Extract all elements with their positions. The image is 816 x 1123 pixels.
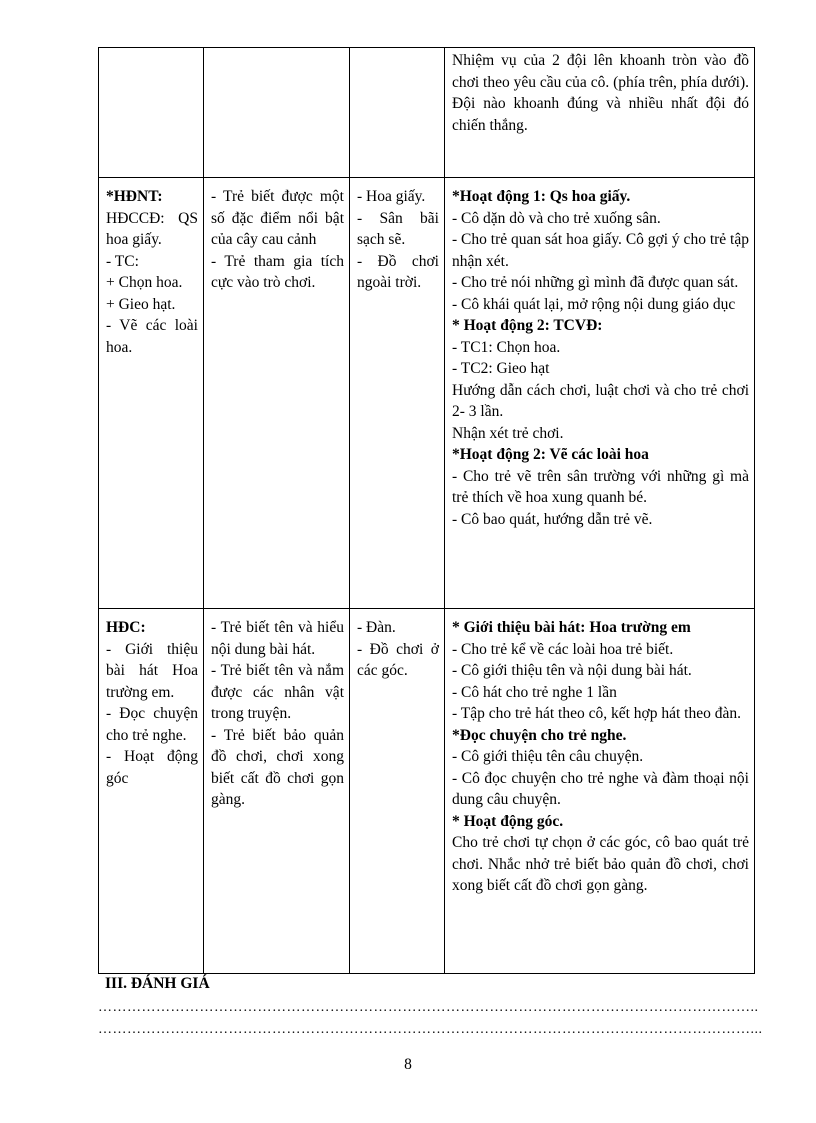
evaluation-dotted-line-2: ………………………………………………………………………………………………………………………... [98, 1022, 763, 1037]
hdc-goal-3: - Trẻ biết bảo quản đồ chơi, chơi xong biết cất đồ chơi gọn gàng. [211, 726, 344, 808]
hdnt-step-4: - Cho trẻ nói những gì mình đã được quan sát. [452, 274, 739, 291]
hdnt-step-13: - Cô bao quát, hướng dẫn trẻ vẽ. [452, 510, 653, 528]
hdc-step-2: - Cho trẻ kể về các loài hoa trẻ biết. [452, 640, 674, 658]
hdc-row [99, 609, 755, 974]
hdc-goal-1: - Trẻ biết tên và hiểu nội dung bài hát. [211, 619, 344, 658]
hdc-title: HĐC: [106, 619, 146, 636]
intro-row-text: Nhiệm vụ của 2 đội lên khoanh tròn vào đồ chơi theo yêu cầu của cô. (phía trên, phía dưới). Đội nào khoanh đúng và nhiều nhất đội đó chiến thắng. [452, 52, 749, 134]
hdnt-row [99, 178, 755, 609]
hdnt-step-9: Hướng dẫn cách chơi, luật chơi và cho trẻ chơi 2- 3 lần. [452, 381, 749, 420]
evaluation-dotted-line-1: ……………………………………………………………………………………………………………………….. [98, 1000, 759, 1015]
hdc-row-col3 [350, 609, 445, 974]
intro-row-col2 [204, 48, 350, 178]
hdc-prep-2: - Đồ chơi ở các góc. [357, 640, 439, 679]
hdnt-goal-1: - Trẻ biết được một số đặc điểm nổi bật của cây cau cảnh [211, 188, 344, 248]
intro-row-col4 [445, 48, 755, 178]
page-number: 8 [404, 1056, 412, 1073]
hdc-row-col2 [204, 609, 350, 974]
hdnt-step-1: *Hoạt động 1: Qs hoa giấy. [452, 188, 631, 205]
hdnt-prep-2: - Sân bãi sạch sẽ. [357, 209, 439, 248]
hdnt-prep-1: - Hoa giấy. [357, 188, 426, 205]
hdc-step-3: - Cô giới thiệu tên và nội dung bài hát. [452, 662, 692, 679]
hdc-item-2: - Đọc chuyện cho trẻ nghe. [106, 705, 198, 744]
hdnt-draw: - Vẽ các loài hoa. [106, 317, 198, 356]
hdc-step-1: * Giới thiệu bài hát: Hoa trường em [452, 619, 691, 636]
hdnt-step-10: Nhận xét trẻ chơi. [452, 424, 564, 442]
hdc-prep-1: - Đàn. [357, 619, 396, 636]
hdnt-prep-3: - Đồ chơi ngoài trời. [357, 252, 439, 291]
lesson-plan-table [98, 47, 755, 974]
hdc-step-5: - Tập cho trẻ hát theo cô, kết hợp hát theo đàn. [452, 705, 741, 722]
hdc-step-9: * Hoạt động góc. [452, 812, 564, 830]
hdc-item-1: - Giới thiệu bài hát Hoa trường em. [106, 640, 198, 701]
hdnt-step-7: - TC1: Chọn hoa. [452, 338, 561, 356]
hdnt-step-3: - Cho trẻ quan sát hoa giấy. Cô gợi ý cho trẻ tập nhận xét. [452, 231, 749, 270]
hdnt-goal-2: - Trẻ tham gia tích cực vào trò chơi. [211, 252, 344, 291]
hdc-step-6: *Đọc chuyện cho trẻ nghe. [452, 726, 627, 744]
hdc-row-col1 [99, 609, 204, 974]
hdnt-row-col4 [445, 178, 755, 609]
hdnt-activity: HĐCCĐ: QS hoa giấy. [106, 209, 198, 248]
hdc-step-4: - Cô hát cho trẻ nghe 1 lần [452, 683, 617, 701]
hdc-step-7: - Cô giới thiệu tên câu chuyện. [452, 748, 644, 765]
intro-row-col3 [350, 48, 445, 178]
hdnt-row-col2 [204, 178, 350, 609]
intro-row-col1 [99, 48, 204, 178]
hdc-goal-2: - Trẻ biết tên và nắm được các nhân vật trong truyện. [211, 662, 344, 722]
hdnt-step-5: - Cô khái quát lại, mở rộng nội dung giáo dục [452, 295, 736, 313]
hdnt-game-label: - TC: [106, 252, 139, 270]
hdc-step-10: Cho trẻ chơi tự chọn ở các góc, cô bao quát trẻ chơi. Nhắc nhở trẻ biết bảo quản đồ chơi, chơi xong biết cất đồ chơi gọn gàng. [452, 834, 749, 894]
hdnt-title: *HĐNT: [106, 188, 163, 205]
hdnt-step-11: *Hoạt động 2: Vẽ các loài hoa [452, 446, 649, 463]
hdnt-step-8: - TC2: Gieo hạt [452, 360, 550, 377]
hdnt-step-6: * Hoạt động 2: TCVĐ: [452, 317, 603, 334]
hdnt-game-2: + Gieo hạt. [106, 295, 176, 313]
hdc-step-8: - Cô đọc chuyện cho trẻ nghe và đàm thoại nội dung câu chuyện. [452, 769, 749, 808]
hdc-item-3: - Hoạt động góc [106, 748, 198, 787]
intro-row [99, 48, 755, 178]
hdnt-step-12: - Cho trẻ vẽ trên sân trường với những gì mà trẻ thích về hoa xung quanh bé. [452, 467, 749, 506]
hdnt-row-col1 [99, 178, 204, 609]
hdnt-game-1: + Chọn hoa. [106, 274, 183, 291]
hdnt-row-col3 [350, 178, 445, 609]
hdnt-step-2: - Cô dặn dò và cho trẻ xuống sân. [452, 209, 661, 227]
hdc-row-col4 [445, 609, 755, 974]
evaluation-heading: III. ĐÁNH GIÁ [105, 975, 210, 992]
